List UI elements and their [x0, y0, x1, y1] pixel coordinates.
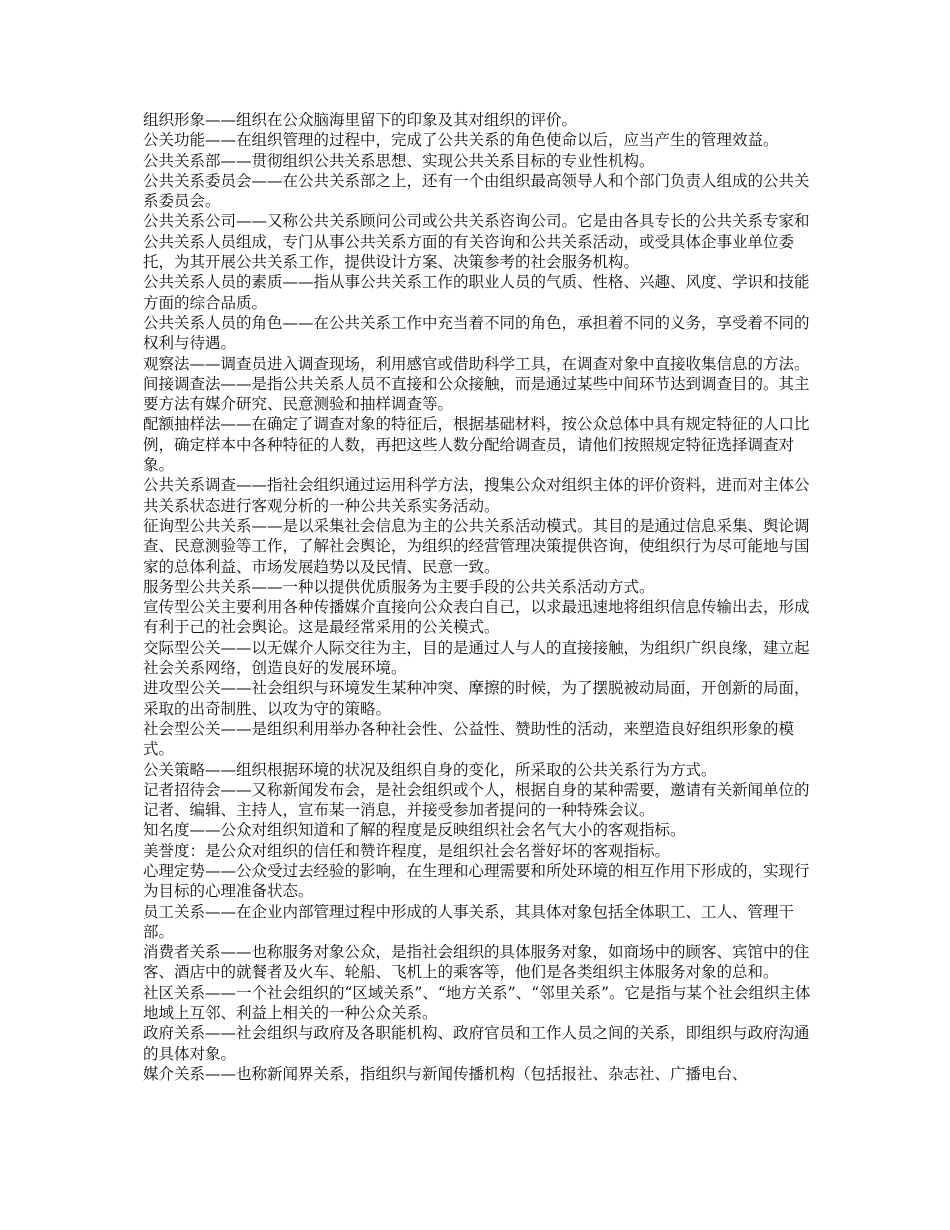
paragraph-consultative-pr: 征询型公共关系——是以采集社会信息为主的公共关系活动模式。其目的是通过信息采集、舆论调查、民意测验等工作，了解社会舆论，为组织的经营管理决策提供咨询，使组织行为尽可能地与国家的总体利益、市场发展趋势以及民情、民意一致。	[143, 516, 810, 576]
paragraph-observation-method: 观察法——调查员进入调查现场，利用感官或借助科学工具，在调查对象中直接收集信息的方法。	[143, 354, 810, 373]
paragraph-pr-department: 公共关系部——贯彻组织公共关系思想、实现公共关系目标的专业性机构。	[143, 151, 655, 170]
paragraph-mental-set: 心理定势——公众受过去经验的影响，在生理和心理需要和所处环境的相互作用下形成的，实现行为目标的心理准备状态。	[143, 861, 810, 901]
paragraph-social-interaction-pr: 交际型公关——以无媒介人际交往为主，目的是通过人与人的直接接触，为组织广织良缘，建立起社会关系网络，创造良好的发展环境。	[143, 638, 810, 678]
paragraph-organization-image: 组织形象——组织在公众脑海里留下的印象及其对组织的评价。	[143, 111, 578, 129]
paragraph-pr-survey: 公共关系调查——指社会组织通过运用科学方法，搜集公众对组织主体的评价资料，进而对主体公共关系状态进行客观分析的一种公共关系实务活动。	[143, 476, 810, 515]
paragraph-press-conference: 记者招待会——又称新闻发布会，是社会组织或个人，根据自身的某种需要，邀请有关新闻单位的记者、编辑、主持人，宣布某一消息，并接受参加者提问的一种特殊会议。	[143, 780, 810, 820]
paragraph-consumer-relations: 消费者关系——也称服务对象公众，是指社会组织的具体服务对象，如商场中的顾客、宾馆中的住客、酒店中的就餐者及火车、轮船、飞机上的乘客等，他们是各类组织主体服务对象的总和。	[143, 943, 810, 982]
document-body	[143, 110, 813, 1084]
paragraph-pr-staff-role: 公共关系人员的角色——在公共关系工作中充当着不同的角色，承担着不同的义务，享受着不同的权利与待遇。	[143, 313, 810, 353]
paragraph-reputation: 美誉度：是公众对组织的信任和赞许程度，是组织社会名誉好坏的客观指标。	[143, 841, 671, 860]
paragraph-awareness: 知名度——公众对组织知道和了解的程度是反映组织社会名气大小的客观指标。	[143, 821, 686, 840]
paragraph-media-relations: 媒介关系——也称新闻界关系，指组织与新闻传播机构（包括报社、杂志社、广播电台、	[143, 1064, 748, 1083]
paragraph-pr-company: 公共关系公司——又称公共关系顾问公司或公共关系咨询公司。它是由各具专长的公共关系专家和公共关系人员组成，专门从事公共关系方面的有关咨询和公共关系活动，或受具体企事业单位委托，为其开展公共关系工作，提供设计方案、决策参考的社会服务机构。	[143, 212, 810, 272]
paragraph-service-pr: 服务型公共关系——一种以提供优质服务为主要手段的公共关系活动方式。	[143, 577, 655, 596]
paragraph-pr-committee: 公共关系委员会——在公共关系部之上，还有一个由组织最高领导人和个部门负责人组成的公共关系委员会。	[143, 171, 810, 211]
paragraph-pr-staff-quality: 公共关系人员的素质——指从事公共关系工作的职业人员的气质、性格、兴趣、风度、学识和技能方面的综合品质。	[143, 273, 810, 312]
paragraph-employee-relations: 员工关系——在企业内部管理过程中形成的人事关系，其具体对象包括全体职工、工人、管理干部。	[143, 902, 795, 941]
paragraph-community-relations: 社区关系——一个社会组织的“区域关系”、“地方关系”、“邻里关系”。它是指与某个社会组织主体地域上互邻、利益上相关的一种公众关系。	[143, 983, 811, 1023]
paragraph-government-relations: 政府关系——社会组织与政府及各职能机构、政府官员和工作人员之间的关系，即组织与政府沟通的具体对象。	[143, 1024, 810, 1063]
paragraph-social-pr: 社会型公关——是组织利用举办各种社会性、公益性、赞助性的活动，来塑造良好组织形象的模式。	[143, 719, 795, 759]
paragraph-publicity-pr: 宣传型公关主要利用各种传播媒介直接向公众表白自己，以求最迅速地将组织信息传输出去，形成有利于己的社会舆论。这是最经常采用的公关模式。	[143, 598, 810, 637]
paragraph-pr-function: 公关功能——在组织管理的过程中，完成了公共关系的角色使命以后，应当产生的管理效益。	[143, 131, 779, 150]
paragraph-offensive-pr: 进攻型公关——社会组织与环境发生某种冲突、摩擦的时候，为了摆脱被动局面，开创新的局面，采取的出奇制胜、以攻为守的策略。	[143, 679, 810, 718]
paragraph-indirect-survey: 间接调查法——是指公共关系人员不直接和公众接触，而是通过某些中间环节达到调查目的。其主要方法有媒介研究、民意测验和抽样调查等。	[143, 374, 810, 414]
paragraph-pr-strategy: 公关策略——组织根据环境的状况及组织自身的变化，所采取的公共关系行为方式。	[143, 760, 717, 779]
paragraph-quota-sampling: 配额抽样法——在确定了调查对象的特征后，根据基础材料，按公众总体中具有规定特征的人口比例，确定样本中各种特征的人数，再把这些人数分配给调查员，请他们按照规定特征选择调查对象。	[143, 415, 810, 475]
